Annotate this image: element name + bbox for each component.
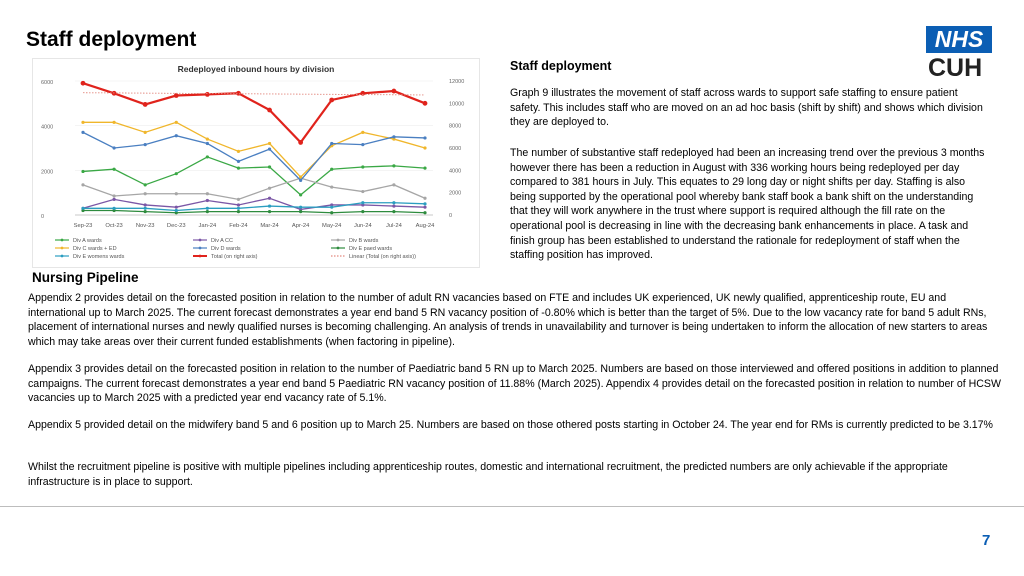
x-axis-tick-label: Apr-24	[291, 223, 310, 229]
legend-label: Div B wards	[349, 238, 379, 244]
series-point	[237, 150, 240, 153]
nursing-paragraph-1: Appendix 2 provides detail on the forecasted position in relation to the number of adult RN vacancies based on FTE and includes UK experienced, UK newly qualified, apprenticeship route, EU and international up to March 2025. The current forecast demonstrates a year end band 5 RN vacancy position of -0.80% which is better than the target of 5%. Due to the low vacancy rate for band 5 adult RNs, placement of international nurses and newly qualified nurses is becoming challenging. An analysis of trends in unavailability and turnover is being undertaken to inform the allocation of new starters to areas which may take areas over their current funded establishments (when factoring in pipeline).	[28, 292, 988, 348]
series-line	[83, 211, 425, 213]
series-point	[423, 146, 426, 149]
series-point	[423, 206, 426, 209]
series-point	[330, 168, 333, 171]
series-point	[423, 101, 428, 106]
series-point	[206, 142, 209, 145]
nursing-paragraph-3: Appendix 5 provided detail on the midwifery band 5 and 6 position up to March 25. Numbers are based on those othered posts starting in October 24. The year end for RMs is currently predicted to be 3.17%	[28, 419, 993, 431]
series-point	[175, 209, 178, 212]
series-point	[423, 197, 426, 200]
right-axis-tick-label: 8000	[449, 123, 462, 130]
series-point	[392, 201, 395, 204]
legend-label: Div D wards	[211, 246, 241, 252]
series-point	[144, 210, 147, 213]
right-axis-tick-label: 2000	[449, 190, 462, 197]
series-point	[361, 190, 364, 193]
x-axis-tick-label: Aug-24	[415, 223, 435, 229]
legend-marker	[61, 247, 64, 250]
series-point	[112, 198, 115, 201]
series-point	[330, 142, 333, 145]
series-point	[206, 210, 209, 213]
series-point	[81, 170, 84, 173]
series-point	[299, 206, 302, 209]
series-point	[144, 203, 147, 206]
footer-divider	[0, 506, 1024, 507]
series-line	[83, 122, 425, 177]
cuh-logo-text: CUH	[928, 54, 983, 82]
series-point	[175, 206, 178, 209]
left-axis-tick-label: 6000	[41, 80, 54, 86]
series-point	[81, 131, 84, 134]
series-point	[361, 143, 364, 146]
legend-label: Div A CC	[211, 238, 234, 244]
series-line	[83, 83, 425, 142]
series-point	[330, 185, 333, 188]
series-point	[330, 211, 333, 214]
right-axis-tick-label: 4000	[449, 168, 462, 175]
x-axis-tick-label: Oct-23	[105, 223, 123, 229]
side-section-title: Staff deployment	[510, 59, 612, 73]
series-point	[144, 143, 147, 146]
series-point	[206, 207, 209, 210]
x-axis-tick-label: Nov-23	[135, 223, 155, 229]
series-point	[112, 168, 115, 171]
series-point	[268, 187, 271, 190]
series-point	[237, 167, 240, 170]
chart-svg	[33, 59, 479, 267]
series-point	[81, 207, 84, 210]
nhs-logo: NHS	[926, 26, 992, 53]
series-point	[361, 201, 364, 204]
x-axis-tick-label: Dec-23	[166, 223, 186, 229]
nursing-paragraph-2: Appendix 3 provides detail on the forecasted position in relation to the number of Paediatric band 5 RN up to March 2025. Numbers are based on those interviewed and offered positions in addition to planned campaigns. The current forecast demonstrates a year end band 5 Paediatric RN vacancy position of 11.88% (March 2025). Appendix 4 provides detail on the forecasted position in relation to number of HCSW vacancies up to March 2025 with a predicted year end vacancy rate of 5.1%.	[28, 363, 1001, 405]
series-point	[299, 179, 302, 182]
series-point	[392, 164, 395, 167]
series-point	[143, 102, 148, 107]
legend-marker	[337, 239, 340, 242]
series-point	[392, 210, 395, 213]
series-point	[423, 202, 426, 205]
series-point	[112, 121, 115, 124]
series-point	[268, 165, 271, 168]
series-point	[206, 137, 209, 140]
series-point	[423, 167, 426, 170]
page-number: 7	[982, 532, 991, 549]
legend-label: Total (on right axis)	[211, 254, 258, 260]
right-axis-tick-label: 10000	[449, 101, 465, 108]
left-axis-tick-label: 4000	[41, 124, 54, 131]
series-point	[423, 211, 426, 214]
series-point	[175, 172, 178, 175]
legend-marker	[61, 239, 64, 242]
side-paragraph-2: The number of substantive staff redeployed had been an increasing trend over the previous 3 months however there has been a reduction in August with 336 working hours being redeployed per day compared to 381 hours in July. This equates to 29 long day or night shifts per day. Staffing is also being supported by the operational pool whereby bank staff book a bank shift on the understanding that they will work anywhere in the trust where support is required although the fill rate on the operational pool is decreasing in line with the decreasing bank enhancements in place. A task and finish group has been established to understand the rationale for redeployment of staff when the staffing position has improved.	[510, 147, 985, 262]
legend-marker	[199, 255, 202, 258]
series-point	[175, 192, 178, 195]
series-point	[144, 207, 147, 210]
series-point	[298, 140, 303, 145]
redeployment-chart	[32, 58, 480, 268]
series-point	[205, 92, 210, 97]
legend-marker	[199, 239, 202, 242]
series-point	[330, 206, 333, 209]
legend-label: Div A wards	[73, 238, 102, 244]
x-axis-tick-label: Feb-24	[229, 223, 248, 229]
series-point	[299, 210, 302, 213]
x-axis-tick-label: Jan-24	[198, 223, 217, 229]
series-point	[299, 193, 302, 196]
series-line	[83, 203, 425, 211]
left-axis-tick-label: 0	[41, 214, 45, 220]
series-point	[361, 165, 364, 168]
series-point	[237, 203, 240, 206]
series-point	[423, 136, 426, 139]
chart-title: Redeployed inbound hours by division	[177, 64, 335, 74]
series-point	[392, 183, 395, 186]
series-point	[237, 198, 240, 201]
nursing-paragraph-4: Whilst the recruitment pipeline is positive with multiple pipelines including apprenticeship routes, domestic and international recruitment, the predicted numbers are only achievable if the appropriate infrastructure is in place to support.	[28, 461, 948, 488]
series-point	[237, 160, 240, 163]
series-point	[112, 194, 115, 197]
legend-marker	[337, 247, 340, 250]
series-point	[206, 199, 209, 202]
nursing-pipeline-title: Nursing Pipeline	[32, 270, 139, 285]
side-paragraph-1: Graph 9 illustrates the movement of staff across wards to support safe staffing to ensure patient safety. This includes staff who are moved on an ad hoc basis (shift by shift) and shows which division they are deployed to.	[510, 87, 983, 129]
series-point	[81, 121, 84, 124]
series-point	[174, 93, 179, 98]
right-axis-tick-label: 12000	[449, 79, 465, 85]
series-point	[144, 131, 147, 134]
series-point	[206, 192, 209, 195]
series-point	[392, 89, 397, 94]
series-point	[268, 148, 271, 151]
legend-label: Div E paed wards	[349, 246, 393, 252]
legend-label: Linear (Total (on right axis))	[349, 254, 416, 260]
series-point	[175, 121, 178, 124]
series-point	[112, 207, 115, 210]
series-point	[144, 192, 147, 195]
series-point	[81, 183, 84, 186]
right-axis-tick-label: 0	[449, 213, 453, 219]
series-point	[112, 146, 115, 149]
legend-label: Div E womens wards	[73, 254, 125, 260]
series-point	[206, 155, 209, 158]
legend-label: Div C wards + ED	[73, 246, 117, 252]
x-axis-tick-label: Jul-24	[386, 223, 402, 229]
series-point	[361, 131, 364, 134]
series-point	[361, 210, 364, 213]
right-axis-tick-label: 6000	[449, 146, 462, 152]
series-point	[268, 204, 271, 207]
series-point	[237, 207, 240, 210]
series-point	[237, 210, 240, 213]
series-point	[268, 210, 271, 213]
legend-marker	[61, 255, 64, 258]
series-line	[83, 132, 425, 180]
series-point	[392, 204, 395, 207]
series-point	[81, 81, 86, 86]
series-point	[267, 108, 272, 113]
legend-marker	[199, 247, 202, 250]
series-point	[392, 135, 395, 138]
series-point	[268, 142, 271, 145]
series-line	[83, 178, 425, 199]
series-point	[144, 183, 147, 186]
left-axis-tick-label: 2000	[41, 169, 54, 176]
page-title: Staff deployment	[26, 28, 197, 51]
x-axis-tick-label: Jun-24	[353, 223, 372, 229]
series-point	[175, 134, 178, 137]
series-point	[268, 197, 271, 200]
x-axis-tick-label: Sep-23	[73, 223, 93, 229]
x-axis-tick-label: Mar-24	[260, 223, 279, 229]
series-point	[329, 98, 334, 103]
x-axis-tick-label: May-24	[322, 223, 342, 229]
